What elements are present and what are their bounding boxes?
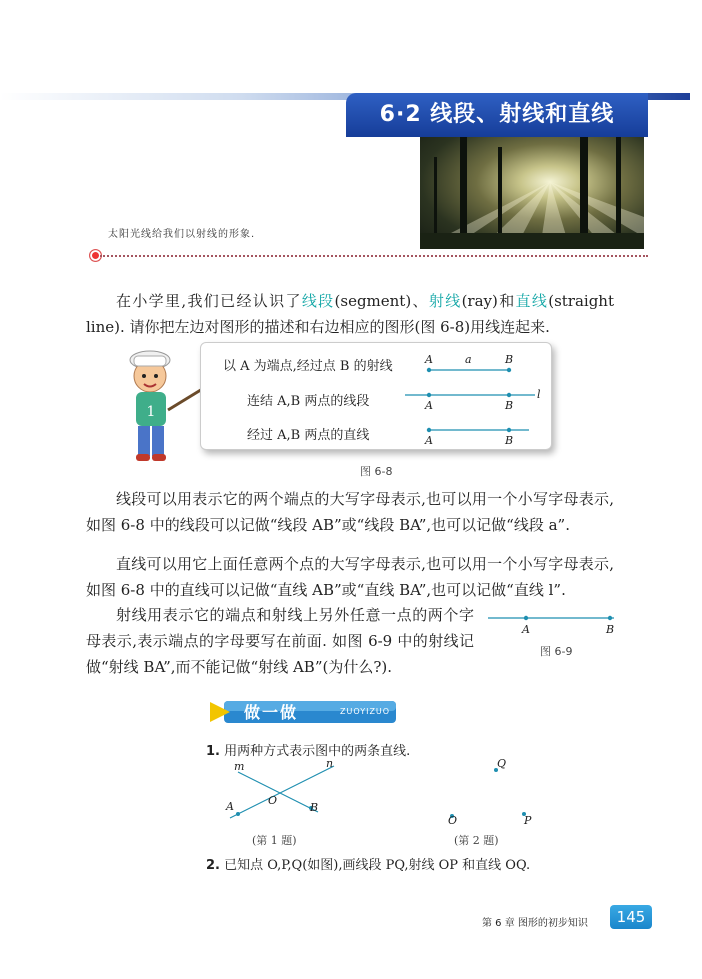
svg-text:B: B: [606, 623, 615, 636]
exercise-1-text: 用两种方式表示图中的两条直线.: [224, 744, 411, 759]
svg-text:A: A: [425, 353, 433, 366]
section-title: 6·2 线段、射线和直线: [379, 102, 615, 127]
paragraph-line-notation: 直线可以用它上面任意两个点的大写字母表示,也可以用一个小写字母表示,如图 6-8 中的直线可以记做“直线 AB”或“直线 BA”,也可以记做“直线 l”.: [86, 555, 614, 599]
svg-text:O: O: [448, 814, 458, 826]
paragraph-ray-notation: 射线用表示它的端点和射线上另外任意一点的两个字母表示,表示端点的字母要写在前面. 如图 6-9 中的射线记做“射线 BA”,而不能记做“射线 AB”(为什么?).: [86, 606, 474, 676]
paragraph-segment-notation: 线段可以用表示它的两个端点的大写字母表示,也可以用一个小写字母表示,如图 6-8 中的线段可以记做“线段 AB”或“线段 BA”,也可以记做“线段 a”.: [86, 490, 614, 534]
section-title-tab: [346, 93, 648, 137]
figure-6-9-caption: 图 6-9: [540, 645, 573, 658]
svg-text:B: B: [310, 801, 319, 814]
ray-ab: [424, 428, 529, 447]
shirt-number: 1: [146, 404, 156, 420]
activity-title: 做一做: [244, 703, 299, 722]
exercise-1-figure: [216, 758, 356, 824]
dotted-divider: [100, 255, 648, 257]
svg-text:n: n: [326, 758, 334, 770]
exercise-2: [206, 854, 530, 873]
term-segment: 线段: [301, 292, 335, 310]
ray-english: (ray)和: [461, 292, 516, 310]
exercise-2-figure: [440, 756, 550, 826]
segment-english: (segment)、: [334, 292, 429, 310]
svg-text:A: A: [425, 434, 433, 447]
line-l: [405, 388, 541, 412]
svg-text:O: O: [268, 794, 278, 807]
exercise-1-caption: (第 1 题): [252, 834, 297, 847]
svg-text:l: l: [537, 388, 541, 401]
svg-text:Q: Q: [497, 757, 507, 770]
exercise-1-number: 1.: [206, 744, 220, 759]
term-ray: 射线: [428, 292, 462, 310]
svg-text:B: B: [505, 434, 514, 447]
exercise-2-number: 2.: [206, 858, 220, 873]
segment-a: [424, 353, 513, 372]
svg-text:B: B: [505, 353, 514, 366]
desc-line: 经过 A,B 两点的直线: [247, 428, 370, 443]
sunlight-photo: [420, 137, 644, 249]
desc-segment: 连结 A,B 两点的线段: [247, 394, 370, 409]
term-line: 直线: [515, 292, 549, 310]
exercise-2-caption: (第 2 题): [454, 834, 499, 847]
student-illustration: [118, 346, 208, 468]
desc-ray: 以 A 为端点,经过点 B 的射线: [223, 359, 393, 374]
chapter-footer: 第 6 章 图形的初步知识: [482, 918, 588, 929]
exercise-2-text: 已知点 O,P,Q(如图),画线段 PQ,射线 OP 和直线 OQ.: [224, 858, 531, 873]
figure-6-9-ray: [486, 608, 626, 638]
photo-caption: 太阳光线给我们以射线的形象.: [108, 229, 256, 240]
svg-text:B: B: [505, 399, 514, 412]
svg-text:P: P: [524, 814, 532, 826]
line-english: (straight line). 请你把左边对图形的描述和右边相应的图形(图 6-8)用线连起来.: [86, 292, 614, 336]
activity-subtitle: ZUOYIZUO: [340, 707, 391, 716]
page-number: 145: [610, 905, 652, 929]
svg-text:A: A: [425, 399, 433, 412]
figure-6-8-card: [200, 342, 552, 450]
intro-paragraph: [86, 288, 614, 340]
figure-6-8-caption: 图 6-8: [360, 465, 393, 478]
svg-text:m: m: [234, 760, 245, 773]
svg-text:a: a: [465, 353, 472, 366]
svg-text:A: A: [226, 800, 234, 813]
sunlight-rays-image: [420, 137, 644, 249]
intro-lead: 在小学里,我们已经认识了: [116, 292, 302, 310]
figure-6-8-shapes: [201, 343, 553, 451]
exercise-1: [206, 740, 410, 759]
activity-banner: [206, 698, 396, 726]
svg-text:A: A: [522, 623, 530, 636]
